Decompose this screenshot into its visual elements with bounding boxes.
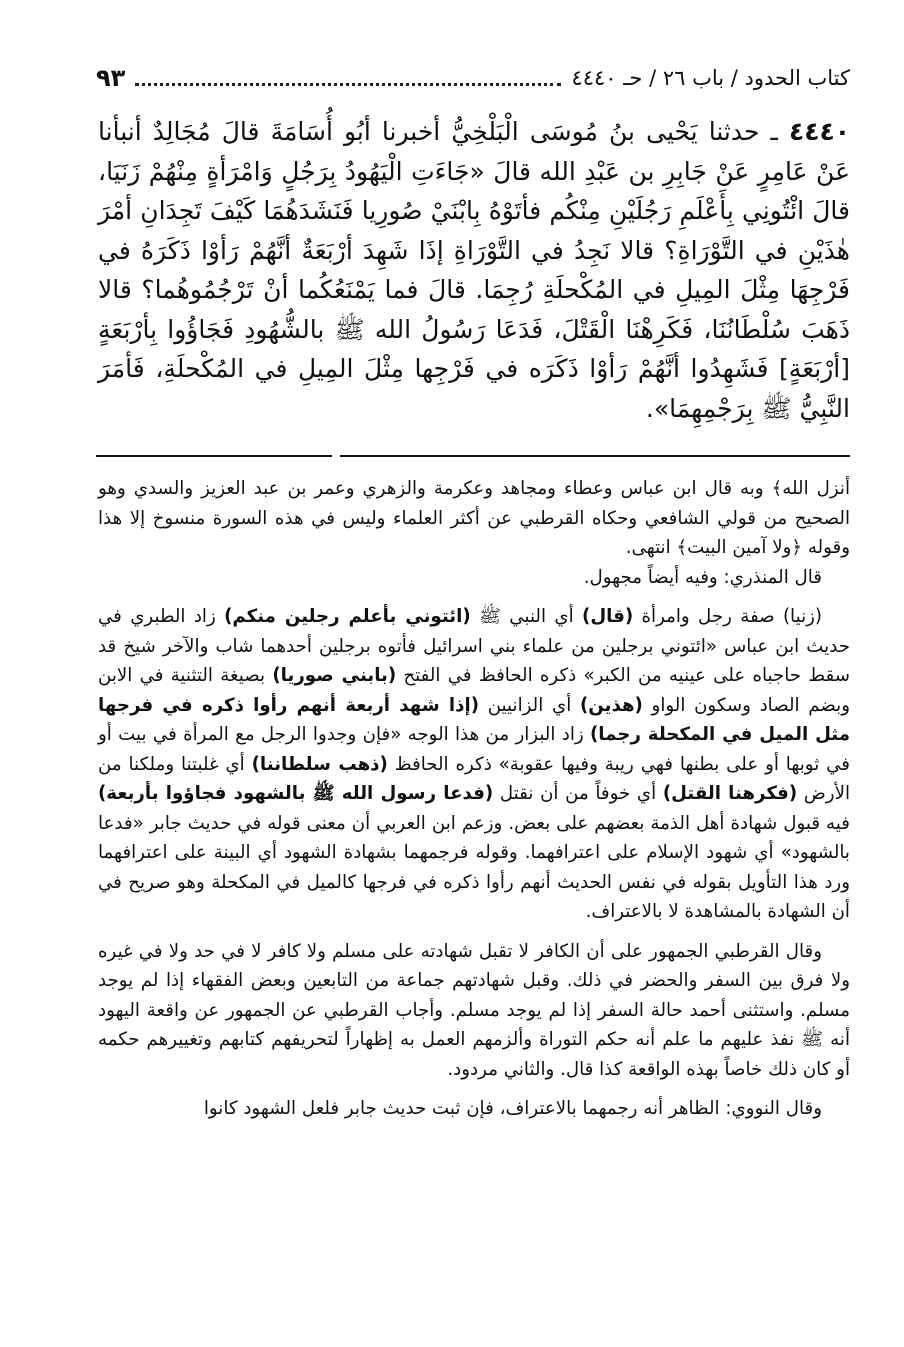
separator-rule-left (96, 455, 332, 457)
hadith-body: ـ حدثنا يَحْيى بنُ مُوسَى الْبَلْخِيُّ أخبرنا أبُو أُسَامَةَ قالَ مُجَالِدٌ أنبأنا عَنْ عَامِرٍ عَنْ جَابِرِ بن عَبْدِ الله قالَ «جَاءَتِ الْيَهُودُ بِرَجُلٍ وَامْرَأةٍ مِنْهُمْ زَنَيَا، قالَ ائْتُونِي بِأَعْلَمِ رَجُلَيْنِ مِنْكُم فأتَوْهُ بِابْنَيْ صُورِيا فَنَشَدَهُمَا كَيْفَ تَجِدَانِ أمْرَ هٰذَيْنِ في التَّوْرَاةِ؟ قالا نَجِدُ في التَّوْرَاةِ إذَا شَهِدَ أرْبَعَةٌ أنَّهُمْ رَأوْا ذَكَرَهُ في فَرْجِهَا مِثْلَ المِيلِ في المُكْحلَةِ رُجِمَا. قالَ فما يَمْنَعُكُما أنْ تَرْجُمُوهُما؟ قالا ذَهَبَ سُلْطَانُنَا، فَكَرِهْنَا الْقَتْلَ، فَدَعَا رَسُولُ الله ﷺ بالشُّهُودِ فَجَاؤُوا بِأرْبَعَةٍ [أرْبَعَةٍ] فَشَهِدُوا أنَّهُمْ رَأوْا ذَكَرَه في فَرْجِها مِثْلَ المِيلِ في المُكْحلَةِ، فَأمَرَ النَّبِيُّ ﷺ بِرَجْمِهِمَا». (98, 117, 850, 423)
bold-term: (فكرهنا القتل) (662, 783, 798, 804)
commentary-paragraph-5: وقال النووي: الظاهر أنه رجمهما بالاعتراف، فإن ثبت حديث جابر فلعل الشهود كانوا (203, 1098, 822, 1119)
text-span: زاد البزار من هذا الوجه «فإن وجدوا الرجل مع المرأة في بيت أو في ثوبها أو على بطنها فهي ريبة وفيها عقوبة» ذكره الحافظ (98, 724, 850, 775)
running-title: كتاب الحدود / باب ٢٦ / حـ ٤٤٤٠ (571, 66, 850, 90)
text-span: (زنيا) صفة رجل وامرأة (633, 606, 823, 627)
page-number: ٩٣ (96, 64, 126, 92)
commentary-paragraph-2: قال المنذري: وفيه أيضاً مجهول. (583, 566, 822, 588)
commentary-paragraph-1: أنزل الله﴾ وبه قال ابن عباس وعطاء ومجاهد وعكرمة والزهري وعمر بن عبد العزيز والسدي وهو الصحيح من قولي الشافعي وحكاه القرطبي عن أكثر العلماء وليس في هذه السورة منسوخ إلا هذا وقوله ﴿ولا آمين البيت﴾ انتهى. (98, 478, 850, 558)
page-header (96, 62, 850, 94)
leader-dots (135, 83, 561, 86)
bold-term: (بابني صوريا) (272, 665, 397, 686)
hadith-number: ٤٤٤٠ (788, 117, 851, 146)
text-span: أي خوفاً من أن نقتل (493, 783, 663, 804)
text-span: فيه قبول شهادة أهل الذمة بعضهم على بعض. وزعم ابن العربي أن معنى قوله في حديث جابر «فدعا بالشهود» أي شهود الإسلام على اعترافهما. وقوله فرجمهما بشهادة الشهود أي البينة على اعترافهما ورد هذا التأويل بقوله في نفس الحديث أنهم رأوا ذكره في فرجها كالميل في المكحلة وهو صريح في أن الشهادة بالمشاهدة لا بالاعتراف. (98, 812, 850, 922)
bold-term: (فدعا رسول الله ﷺ بالشهود فجاؤوا بأربعة) (98, 783, 494, 804)
bold-term: (إذا شهد أربعة أنهم رأوا ذكره في فرجها مثل الميل في المكحلة رجما) (98, 694, 850, 745)
separator-rule-right (340, 455, 850, 457)
commentary-paragraph-4: وقال القرطبي الجمهور على أن الكافر لا تقبل شهادته على مسلم ولا كافر لا في حد ولا في غيره ولا فرق بين السفر والحضر في ذلك. وقبل شهادتهم جماعة من التابعين وبعض الفقهاء إذا لم يوجد مسلم. واستثنى أحمد حالة السفر إذا لم يوجد مسلم. وأجاب القرطبي عن الجمهور عن واقعة اليهود أنه ﷺ نفذ عليهم ما علم أنه حكم التوراة وألزمهم العمل به إظهاراً لتحريفهم كتابهم وتغييرهم حكمه أو كان ذلك خاصاً بهذه الواقعة كذا قال. والثاني مردود. (98, 940, 850, 1080)
hadith-text (98, 112, 850, 428)
text-span: بصيغة التثنية في الابن وبضم الصاد وسكون الواو (98, 665, 850, 716)
commentary (98, 474, 850, 1124)
bold-term: (ذهب سلطاننا) (251, 753, 388, 775)
text-span: أي غلبتنا وملكنا من الأرض (98, 753, 851, 804)
text-span: أي النبي ﷺ (470, 606, 583, 627)
bold-term: (قال) (582, 606, 634, 627)
bold-term: (ائتوني بأعلم رجلين منكم) (224, 606, 471, 627)
text-span: أي الزانيين (479, 694, 580, 716)
text-span: زاد الطبري في حديث ابن عباس «ائتوني برجلين من علماء بني اسرائيل فأتوه برجلين أحدهما شاب والآخر شيخ قد سقط حاجباه على عينيه من الكبر» ذكره الحافظ في الفتح (98, 606, 850, 686)
bold-term: (هذين) (579, 694, 643, 716)
commentary-paragraph-3 (98, 602, 850, 927)
